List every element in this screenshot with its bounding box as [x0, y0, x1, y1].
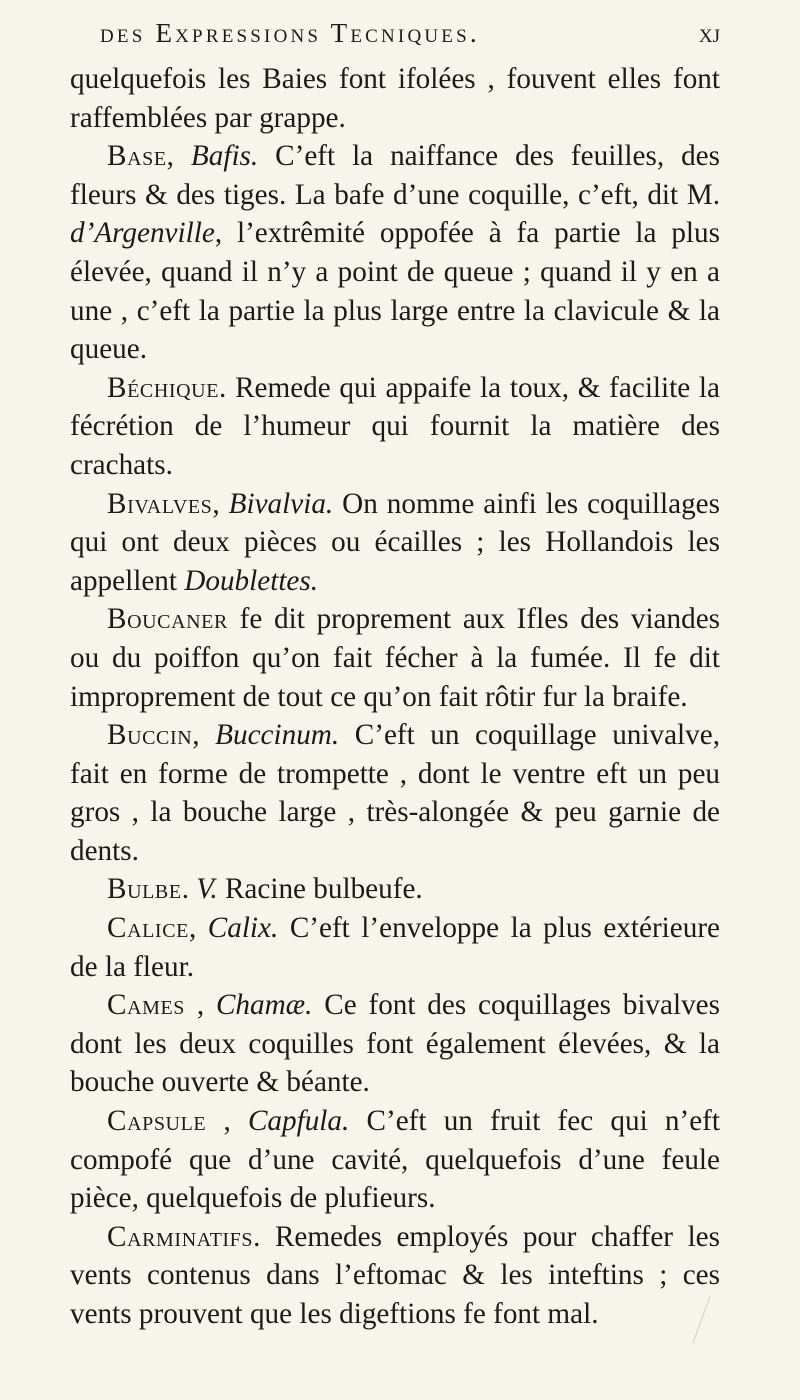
separator: ,	[185, 989, 216, 1022]
latin-term: Bivalvia.	[228, 487, 334, 520]
headword: Béchique	[107, 371, 220, 404]
page-number: xj	[698, 18, 720, 48]
entry-cames	[70, 986, 720, 1102]
headword: Calice	[107, 912, 189, 945]
headword: Capsule	[107, 1105, 207, 1138]
definition: C’eft un fruit fec qui n’eft compofé que d’une cavité, quelquefois d’une feule pièce, quelquefois de plufieurs.	[70, 1105, 720, 1215]
separator: ,	[188, 912, 208, 945]
separator: ,	[206, 1105, 248, 1138]
definition: Ce font des coquillages bivalves dont les deux coquilles font également élevées, & la bouche ouverte & béante.	[70, 989, 720, 1099]
entry-base	[70, 137, 720, 369]
entry-buccin	[70, 716, 720, 870]
entry-boucaner	[70, 600, 720, 716]
separator: .	[219, 371, 236, 404]
definition: C’eft un coquillage univalve, fait en forme de trompette , dont le ventre eft un peu gros , la bouche large , très-alongée & peu garnie de dents.	[70, 719, 721, 867]
continuation-text: quelquefois les Baies font ifolées , fouvent elles font raffemblées par grappe.	[70, 63, 720, 134]
headword: Bulbe	[107, 873, 182, 906]
headword: Carminatifs	[107, 1220, 254, 1253]
author-name: d’Argenville	[70, 217, 215, 250]
headword: Boucaner	[107, 603, 228, 636]
definition: On nomme ainfi les coquillages qui ont deux pièces ou écailles ; les Hollandois les appellent	[70, 487, 721, 597]
entry-capsule	[70, 1102, 720, 1218]
definition: Racine bulbeufe.	[217, 873, 423, 906]
latin-term: Chamæ.	[215, 989, 313, 1022]
separator: .	[181, 873, 197, 906]
definition: Remede qui appaife la toux, & facilite la fécrétion de l’humeur qui fournit la matière des crachats.	[70, 371, 720, 481]
latin-term: Calix.	[207, 912, 279, 945]
separator	[228, 603, 240, 635]
entry-bivalves	[70, 485, 720, 601]
entry-calice	[70, 909, 720, 986]
definition: fe dit proprement aux Ifles des viandes ou du poiffon qu’on fait fécher à la fumée. Il fe dit improprement de tout ce qu’on fait rôtir fur la braife.	[70, 603, 721, 713]
separator: ,	[212, 487, 229, 520]
continuation-paragraph	[70, 60, 720, 137]
separator: ,	[166, 140, 191, 173]
glossary-text	[70, 60, 720, 1334]
separator: ,	[192, 719, 216, 752]
entry-bulbe	[70, 870, 720, 909]
dutch-term: Doublettes.	[184, 564, 319, 597]
latin-term: Buccinum.	[215, 719, 340, 752]
headword: Base	[107, 140, 167, 173]
headword: Bivalves	[107, 487, 213, 520]
separator: .	[253, 1220, 275, 1253]
latin-term: Bafis.	[190, 140, 259, 173]
running-head-title: des Expressions Tecniques.	[100, 18, 480, 48]
headword: Cames	[107, 989, 186, 1022]
running-head	[100, 18, 720, 49]
definition: C’eft la naiffance des feuilles, des fleurs & des tiges. La bafe d’une coquille, c’eft, dit M.	[70, 140, 720, 211]
headword: Buccin	[107, 719, 193, 752]
cross-reference: V.	[196, 873, 218, 906]
definition: Remedes employés pour chaffer les vents contenus dans l’eftomac & les inteftins ; ces vents prouvent que les digeftions fe font mal.	[70, 1220, 720, 1330]
entry-bechique	[70, 369, 720, 485]
definition-continued: , l’extrêmité oppofée à fa partie la plus élevée, quand il n’y a point de queue ; quand il y en a une , c’eft la partie la plus large entre la clavicule & la queue.	[70, 217, 720, 366]
entry-carminatifs	[70, 1218, 720, 1334]
definition: C’eft l’enveloppe la plus extérieure de la fleur.	[70, 912, 720, 983]
latin-term: Capfula.	[247, 1105, 350, 1138]
